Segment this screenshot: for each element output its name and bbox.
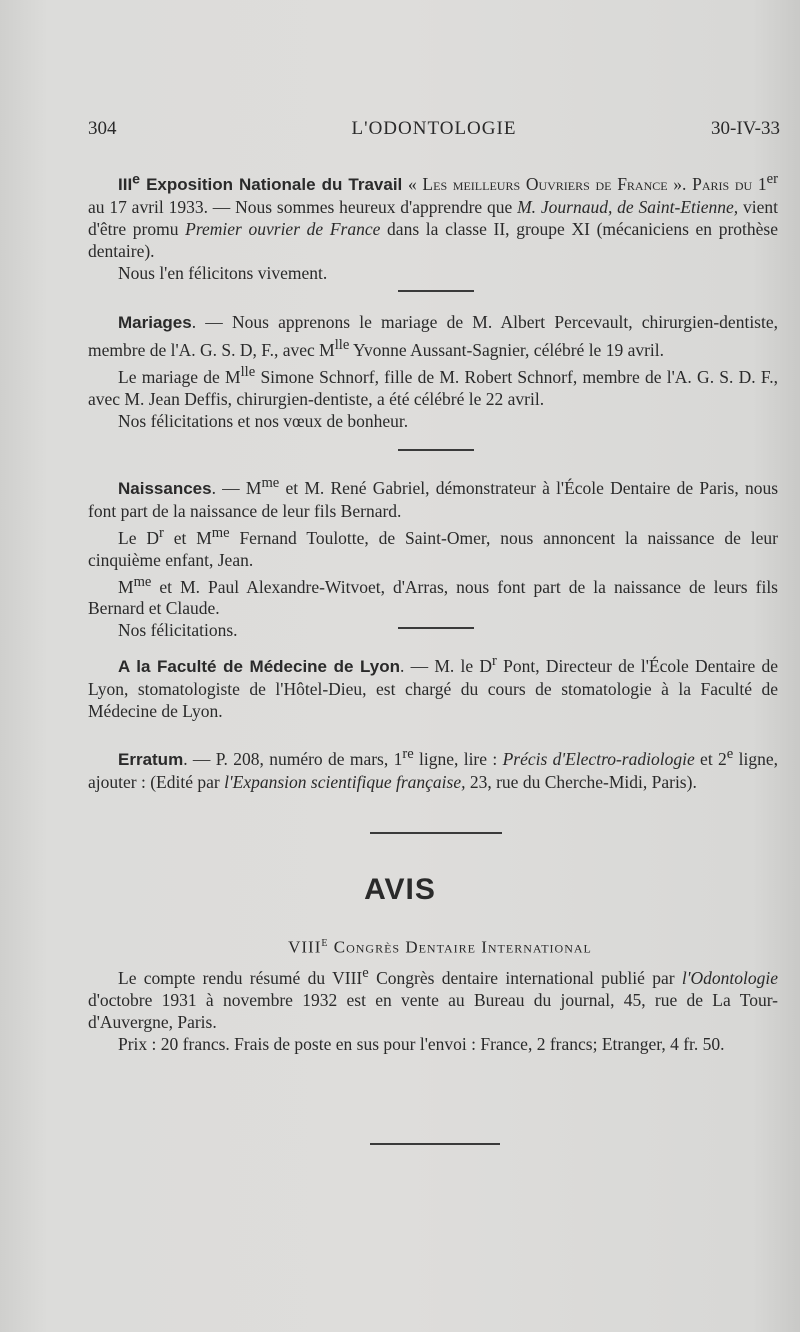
award-title: Premier ouvrier de France — [185, 218, 381, 239]
journal-name: l'Odontologie — [681, 967, 778, 988]
naissances-paragraph-2: Le $D^r$ et $M^{me}$ Fernand Toulotte, de Saint-Omer, nous annoncent la naissance de leur cinquième enfant, Jean. — [88, 524, 778, 570]
laureate-name: M. Journaud, de Saint-Etienne, — [517, 196, 739, 217]
running-header — [88, 118, 780, 142]
separator-rule — [398, 290, 474, 292]
exposition-paragraph: IIIe Exposition Nationale du Travail « Les meilleurs Ouvriers de France ». Paris du 1er au 17 avril 1933. — Nous sommes heureux d'apprendre que M. Journaud, de Saint-Etienne, vient d'être promu Premier ouvrier de France dans la classe II, groupe XI (mécaniciens en prothèse dentaire). — [88, 171, 779, 261]
separator-rule-end — [370, 1143, 500, 1145]
naissances-paragraph-3: $M^{me}$ et M. Paul Alexandre-Witvoet, d'Arras, nous font part de la naissance de leurs fils Bernard et Claude. — [88, 573, 778, 619]
exposition-congrats: Nous l'en félicitons vivement. — [118, 262, 328, 283]
separator-rule-long — [370, 832, 502, 834]
section-mariages — [88, 311, 778, 432]
section-exposition — [88, 168, 778, 284]
running-title: L'ODONTOLOGIE — [351, 118, 517, 139]
avis-title: AVIS — [364, 873, 436, 906]
erratum-heading: Erratum — [118, 749, 184, 769]
mariages-paragraph-2: Le mariage de $M^{lle}$ Simone Schnorf, fille de M. Robert Schnorf, membre de l'A. G. S. D. F., avec M. Jean Deffis, chirurgien-dentiste, a été célébré le 22 avril. — [88, 363, 778, 409]
separator-rule — [398, 627, 474, 629]
separator-rule — [398, 449, 474, 451]
book-title: Précis d'Electro-radiologie — [502, 748, 695, 769]
faculte-paragraph: A la Faculté de Médecine de Lyon. — M. le $D^r$ Pont, Directeur de l'École Dentaire de Lyon, stomatologiste de l'Hôtel-Dieu, est chargé du cours de stomatologie à la Faculté de Médecine de Lyon. — [88, 653, 779, 721]
naissances-congrats: Nos félicitations. — [118, 620, 238, 641]
naissances-heading: Naissances — [118, 478, 212, 498]
avis-price: Prix : 20 francs. Frais de poste en sus pour l'envoi : France, 2 francs; Etranger, 4 fr. 50. — [118, 1033, 725, 1054]
page-number: 304 — [88, 118, 117, 139]
section-naissances — [88, 472, 778, 641]
congres-heading: VIIIe Congrès Dentaire International — [288, 934, 592, 957]
mariages-heading: Mariages — [118, 313, 192, 332]
erratum-paragraph: Erratum. — P. 208, numéro de mars, 1re ligne, lire : Précis d'Electro-radiologie et 2e ligne, ajouter : (Edité par l'Expansion scientifique française, 23, rue du Cherche-Midi, Paris). — [88, 746, 778, 792]
publisher-name: l'Expansion scientifique française, — [224, 771, 466, 792]
exposition-heading: IIIe Exposition Nationale du Travail — [118, 171, 403, 194]
naissances-paragraph: Naissances. — $M^{me}$ et M. René Gabriel, démonstrateur à l'École Dentaire de Paris, nous font part de la naissance de leur fils Bernard. — [88, 475, 779, 521]
section-faculte — [88, 650, 778, 722]
section-avis — [88, 962, 778, 1055]
section-erratum — [88, 743, 778, 793]
mariages-paragraph: Mariages. — Nous apprenons le mariage de M. Albert Percevault, chirurgien-dentiste, membre de l'A. G. S. D, F., avec $M^{lle}$ Yvonne Aussant-Sagnier, célébré le 19 avril. — [88, 312, 778, 360]
faculte-heading: A la Faculté de Médecine de Lyon — [118, 656, 400, 676]
mariages-congrats: Nos félicitations et nos vœux de bonheur. — [118, 410, 409, 431]
avis-paragraph: Le compte rendu résumé du VIIIe Congrès dentaire international publié par l'Odontologie d'octobre 1931 à novembre 1932 est en vente au Bureau du journal, 45, rue de La Tour-d'Auvergne, Paris. — [88, 965, 778, 1032]
issue-date: 30-IV-33 — [711, 118, 780, 139]
